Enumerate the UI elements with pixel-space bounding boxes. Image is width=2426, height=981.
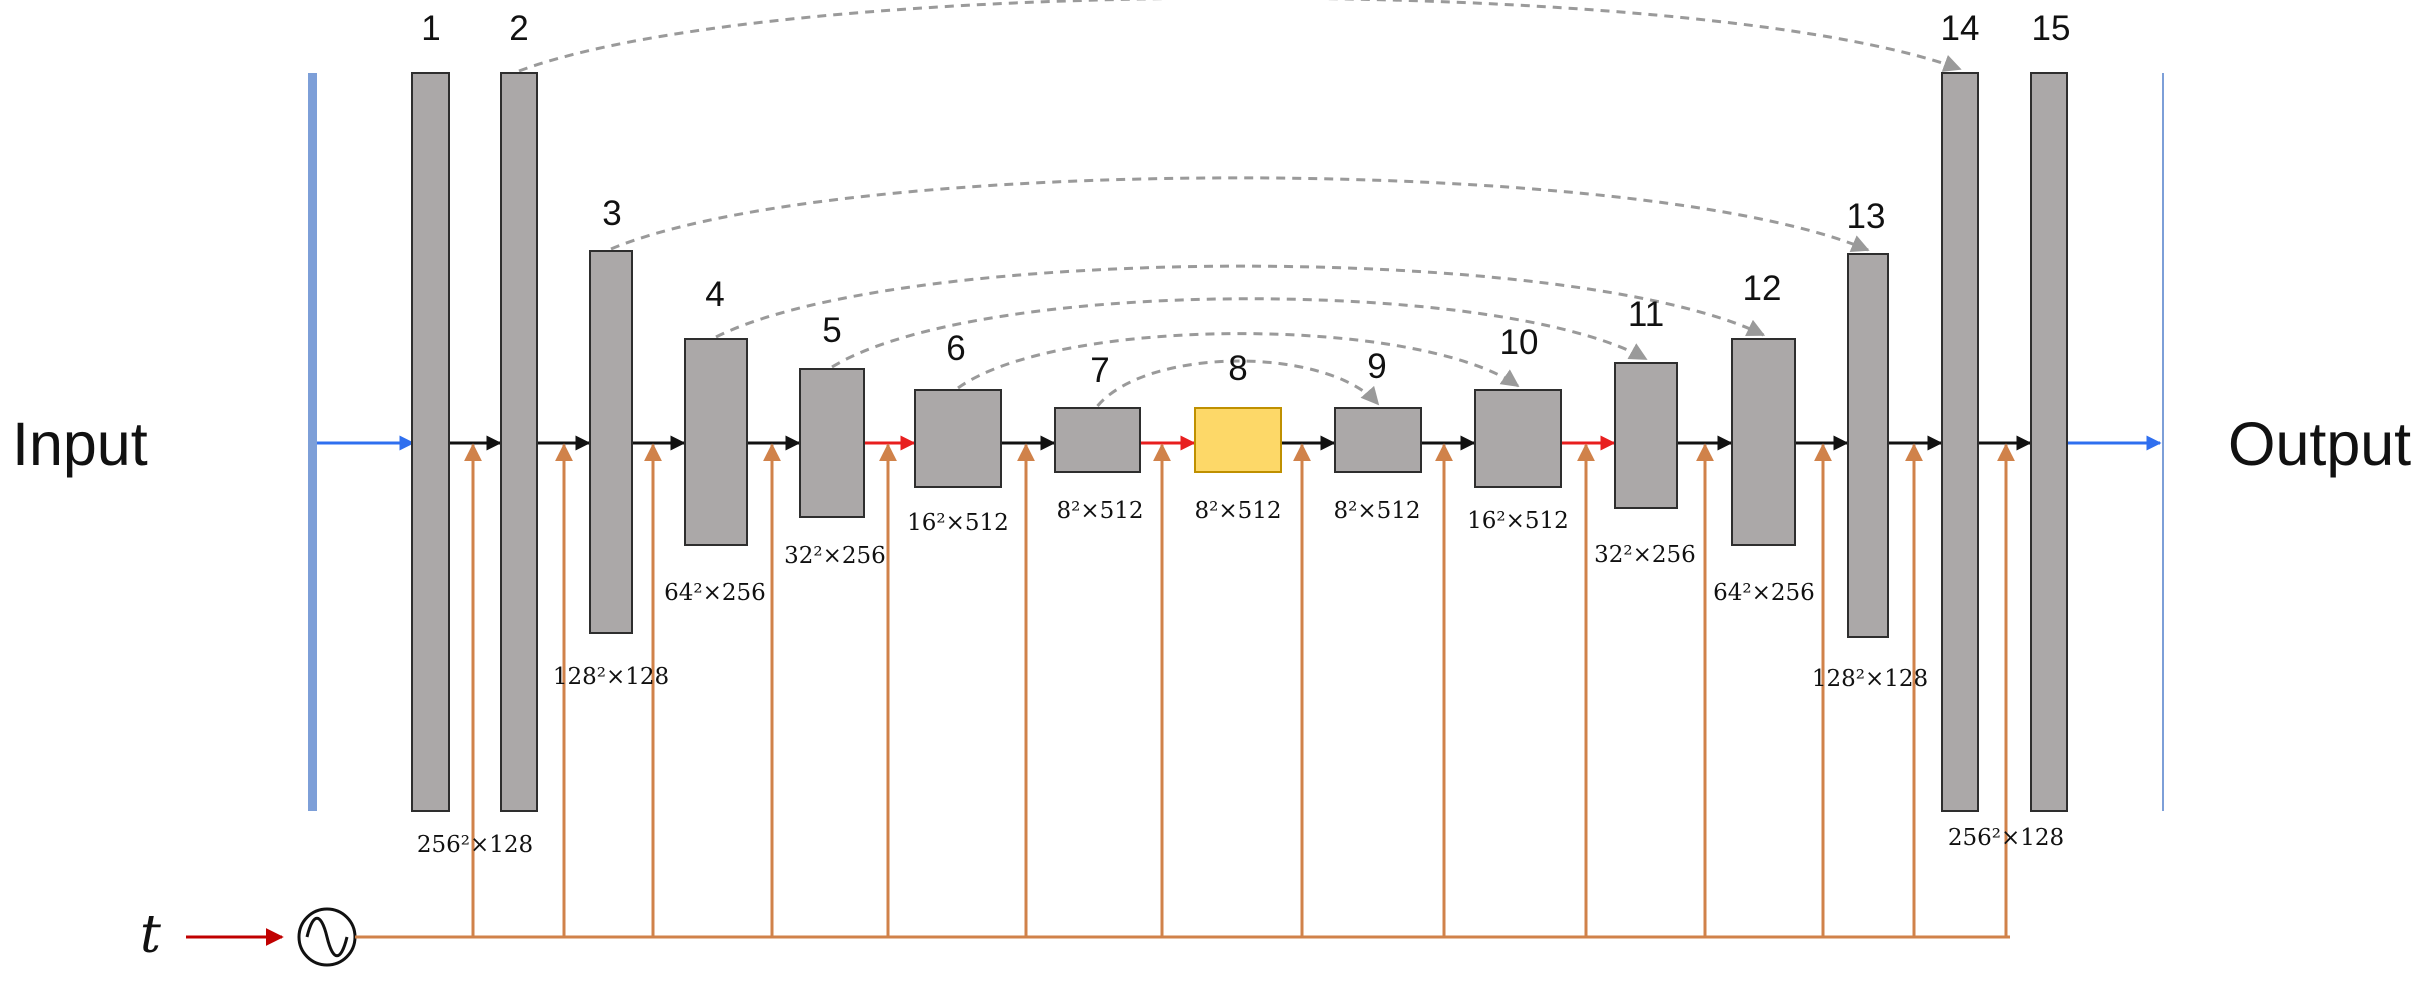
block-2 bbox=[501, 73, 537, 811]
block-10 bbox=[1475, 390, 1561, 487]
block-14 bbox=[1942, 73, 1978, 811]
block-dims-13: 128²×128 bbox=[1811, 666, 1929, 692]
block-9 bbox=[1335, 408, 1421, 472]
block-number-1: 1 bbox=[421, 9, 441, 48]
block-8 bbox=[1195, 408, 1281, 472]
block-6 bbox=[915, 390, 1001, 487]
block-number-12: 12 bbox=[1742, 269, 1782, 308]
output-bar bbox=[2162, 73, 2164, 811]
block-3 bbox=[590, 251, 632, 633]
input-bar bbox=[308, 73, 317, 811]
block-dims-9: 8²×512 bbox=[1333, 498, 1421, 524]
block-dims-12: 64²×256 bbox=[1713, 580, 1815, 606]
block-number-5: 5 bbox=[822, 311, 842, 350]
block-7 bbox=[1055, 408, 1140, 472]
block-number-7: 7 bbox=[1090, 351, 1110, 390]
block-11 bbox=[1615, 363, 1677, 508]
time-label: t bbox=[140, 905, 161, 965]
block-dims-7: 8²×512 bbox=[1056, 498, 1144, 524]
block-number-13: 13 bbox=[1846, 197, 1886, 236]
block-number-9: 9 bbox=[1367, 347, 1387, 386]
block-number-14: 14 bbox=[1940, 9, 1980, 48]
block-dims-4: 64²×256 bbox=[664, 580, 766, 606]
block-4 bbox=[685, 339, 747, 545]
block-dims-14: 256²×128 bbox=[1947, 825, 2065, 851]
block-number-3: 3 bbox=[602, 194, 622, 233]
block-number-10: 10 bbox=[1499, 323, 1539, 362]
block-12 bbox=[1732, 339, 1795, 545]
block-number-8: 8 bbox=[1228, 349, 1248, 388]
output-label: Output bbox=[2228, 410, 2412, 478]
block-dims-6: 16²×512 bbox=[907, 510, 1009, 536]
input-label: Input bbox=[12, 410, 148, 478]
block-dims-3: 128²×128 bbox=[552, 664, 670, 690]
block-number-2: 2 bbox=[509, 9, 529, 48]
block-13 bbox=[1848, 254, 1888, 637]
block-number-4: 4 bbox=[705, 275, 725, 314]
block-number-6: 6 bbox=[946, 329, 966, 368]
block-1 bbox=[412, 73, 449, 811]
block-dims-11: 32²×256 bbox=[1594, 542, 1696, 568]
block-number-11: 11 bbox=[1627, 295, 1665, 334]
block-15 bbox=[2031, 73, 2067, 811]
block-5 bbox=[800, 369, 864, 517]
block-dims-10: 16²×512 bbox=[1467, 508, 1569, 534]
block-dims-5: 32²×256 bbox=[784, 543, 886, 569]
skip-connection-2-14 bbox=[519, 0, 1960, 71]
block-number-15: 15 bbox=[2031, 9, 2071, 48]
block-dims-8: 8²×512 bbox=[1194, 498, 1282, 524]
skip-connection-4-12 bbox=[716, 266, 1764, 337]
time-embedding-icon bbox=[299, 909, 355, 965]
block-dims-1: 256²×128 bbox=[416, 832, 534, 858]
skip-connection-3-13 bbox=[611, 178, 1868, 250]
